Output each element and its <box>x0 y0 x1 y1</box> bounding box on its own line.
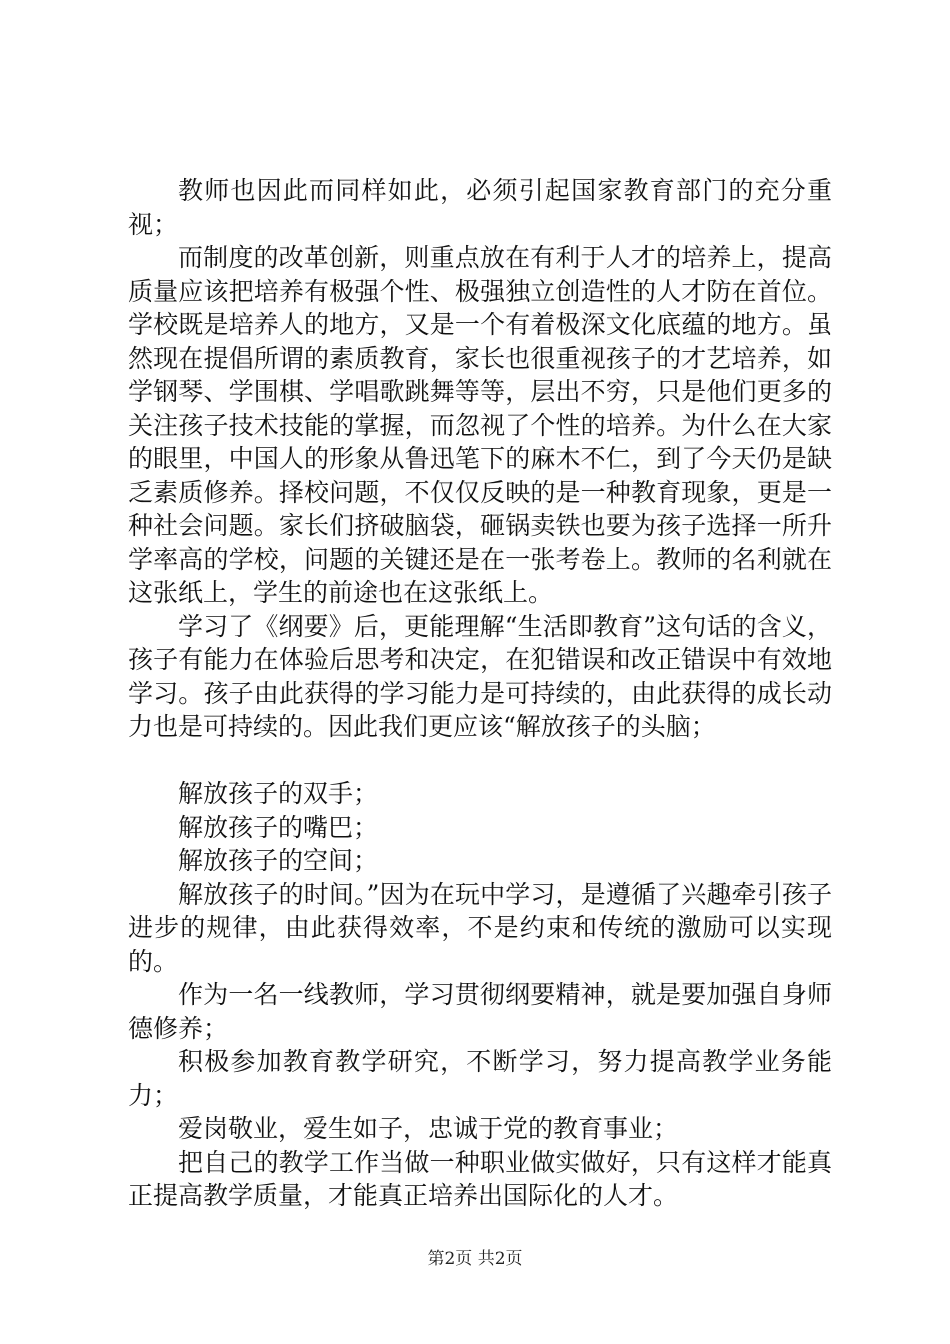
paragraph: 而制度的改革创新，则重点放在有利于人才的培养上，提高质量应该把培养有极强个性、极强独立创造性的人才防在首位。学校既是培养人的地方，又是一个有着极深文化底蕴的地方。虽然现在提倡所谓的素质教育，家长也很重视孩子的才艺培养，如学钢琴、学围棋、学唱歌跳舞等等，层出不穷，只是他们更多的关注孩子技术技能的掌握，而忽视了个性的培养。为什么在大家的眼里，中国人的形象从鲁迅笔下的麻木不仁，到了今天仍是缺乏素质修养。择校问题，不仅仅反映的是一种教育现象，更是一种社会问题。家长们挤破脑袋，砸锅卖铁也要为孩子选择一所升学率高的学校，问题的关键还是在一张考卷上。教师的名利就在这张纸上，学生的前途也在这张纸上。 <box>128 243 832 607</box>
paragraph: 解放孩子的时间。”因为在玩中学习，是遵循了兴趣牵引孩子进步的规律，由此获得效率，不是约束和传统的激励可以实现的。 <box>128 879 832 976</box>
paragraph: 作为一名一线教师，学习贯彻纲要精神，就是要加强自身师德修养； <box>128 980 832 1043</box>
paragraph: 学习了《纲要》后，更能理解“生活即教育”这句话的含义，孩子有能力在体验后思考和决定，在犯错误和改正错误中有效地学习。孩子由此获得的学习能力是可持续的，由此获得的成长动力也是可持续的。因此我们更应该“解放孩子的头脑； <box>128 611 832 741</box>
paragraph: 爱岗敬业，爱生如子，忠诚于党的教育事业； <box>178 1114 679 1143</box>
page-footer: 第2页 共2页 <box>427 1249 523 1269</box>
paragraph: 解放孩子的嘴巴； <box>178 812 379 842</box>
paragraph: 把自己的教学工作当做一种职业做实做好，只有这样才能真正提高教学质量，才能真正培养出国际化的人才。 <box>128 1147 832 1210</box>
paragraph: 解放孩子的双手； <box>178 779 379 808</box>
paragraph: 教师也因此而同样如此，必须引起国家教育部门的充分重视； <box>128 176 832 239</box>
paragraph: 积极参加教育教学研究，不断学习，努力提高教学业务能力； <box>128 1047 832 1110</box>
paragraph: 解放孩子的空间； <box>178 846 379 875</box>
document-body <box>128 174 832 1213</box>
